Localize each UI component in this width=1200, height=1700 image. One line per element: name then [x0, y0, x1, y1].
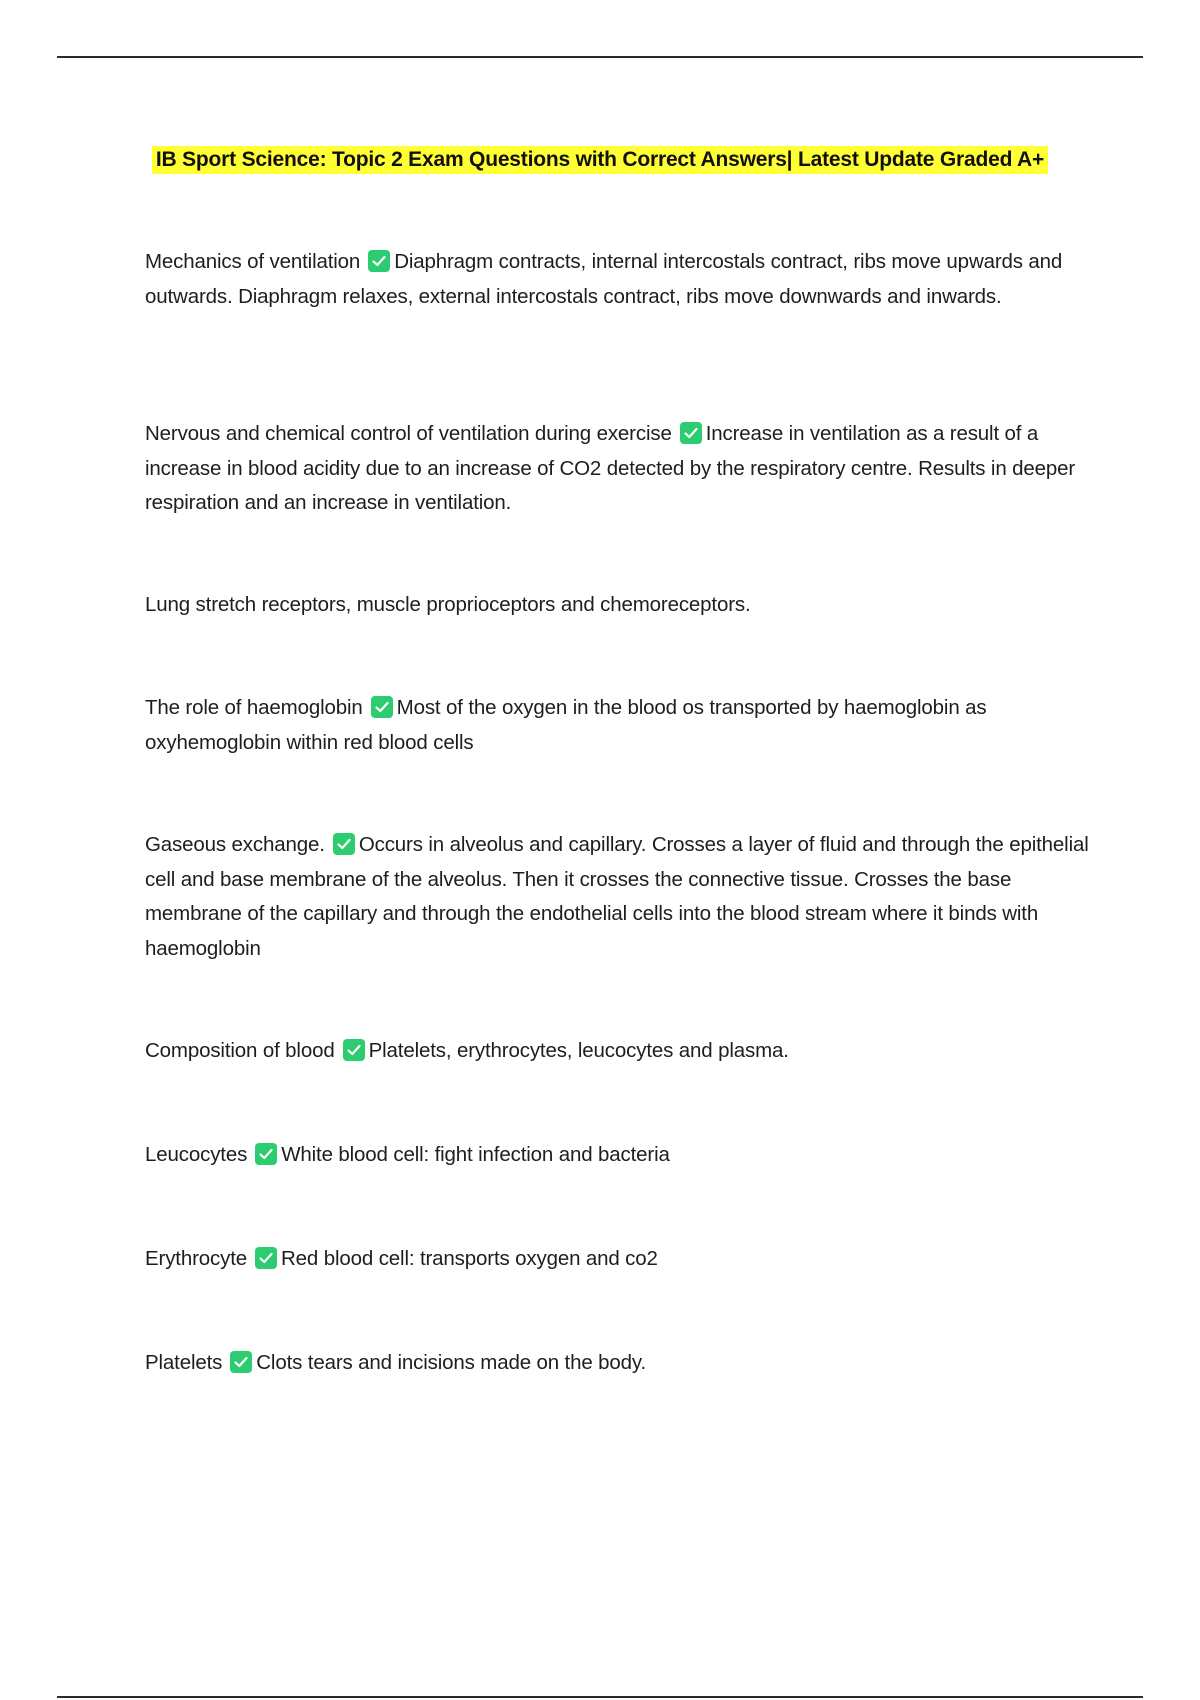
answer-text: Most of the oxygen in the blood os transported by haemoglobin as oxyhemoglobin within red blood cells: [145, 696, 987, 754]
question-term: Nervous and chemical control of ventilation during exercise: [145, 422, 672, 445]
check-mark-icon: [343, 1039, 365, 1061]
qa-item-gaseous-exchange: [145, 828, 1090, 966]
question-term: Composition of blood: [145, 1039, 335, 1062]
answer-text: White blood cell: fight infection and bacteria: [281, 1143, 670, 1166]
qa-item-nervous-chemical-control: [145, 417, 1090, 521]
answer-text: Diaphragm contracts, internal intercostals contract, ribs move upwards and outwards. Diaphragm relaxes, external intercostals contract, ribs move downwards and inwards.: [145, 250, 1063, 308]
top-rule: [57, 56, 1143, 58]
title-wrap: [0, 146, 1200, 174]
qa-item-erythrocyte: [145, 1242, 1090, 1277]
question-term: Leucocytes: [145, 1143, 248, 1166]
plain-text: Lung stretch receptors, muscle proprioceptors and chemoreceptors.: [145, 593, 751, 616]
qa-item-role-of-haemoglobin: [145, 691, 1090, 760]
question-term: Mechanics of ventilation: [145, 250, 361, 273]
answer-text: Occurs in alveolus and capillary. Crosses a layer of fluid and through the epithelial cell and base membrane of the alveolus. Then it crosses the connective tissue. Crosses the base membrane of the capillary and through the endothelial cells into the blood stream where it binds with haemoglobin: [145, 833, 1089, 960]
check-mark-icon: [255, 1247, 277, 1269]
answer-text: Red blood cell: transports oxygen and co2: [281, 1247, 658, 1270]
qa-item-leucocytes: [145, 1138, 1090, 1173]
document-title: IB Sport Science: Topic 2 Exam Questions with Correct Answers| Latest Update Graded A+: [152, 146, 1048, 174]
question-term: The role of haemoglobin: [145, 696, 363, 719]
check-mark-icon: [333, 833, 355, 855]
qa-item-mechanics-of-ventilation: [145, 245, 1090, 314]
question-term: Platelets: [145, 1351, 223, 1374]
qa-item-composition-of-blood: [145, 1034, 1090, 1069]
answer-text: Clots tears and incisions made on the body.: [256, 1351, 647, 1374]
check-mark-icon: [255, 1143, 277, 1165]
question-term: Erythrocyte: [145, 1247, 248, 1270]
check-mark-icon: [368, 250, 390, 272]
question-term: Gaseous exchange.: [145, 833, 325, 856]
answer-text: Platelets, erythrocytes, leucocytes and plasma.: [368, 1039, 789, 1062]
qa-item-platelets: [145, 1346, 1090, 1381]
answer-text: Increase in ventilation as a result of a increase in blood acidity due to an increase of CO2 detected by the respiratory centre. Results in deeper respiration and an increase in ventilation.: [145, 422, 1076, 514]
check-mark-icon: [680, 422, 702, 444]
qa-item-receptors: [145, 588, 1090, 623]
check-mark-icon: [230, 1351, 252, 1373]
check-mark-icon: [371, 696, 393, 718]
bottom-rule: [57, 1696, 1143, 1698]
